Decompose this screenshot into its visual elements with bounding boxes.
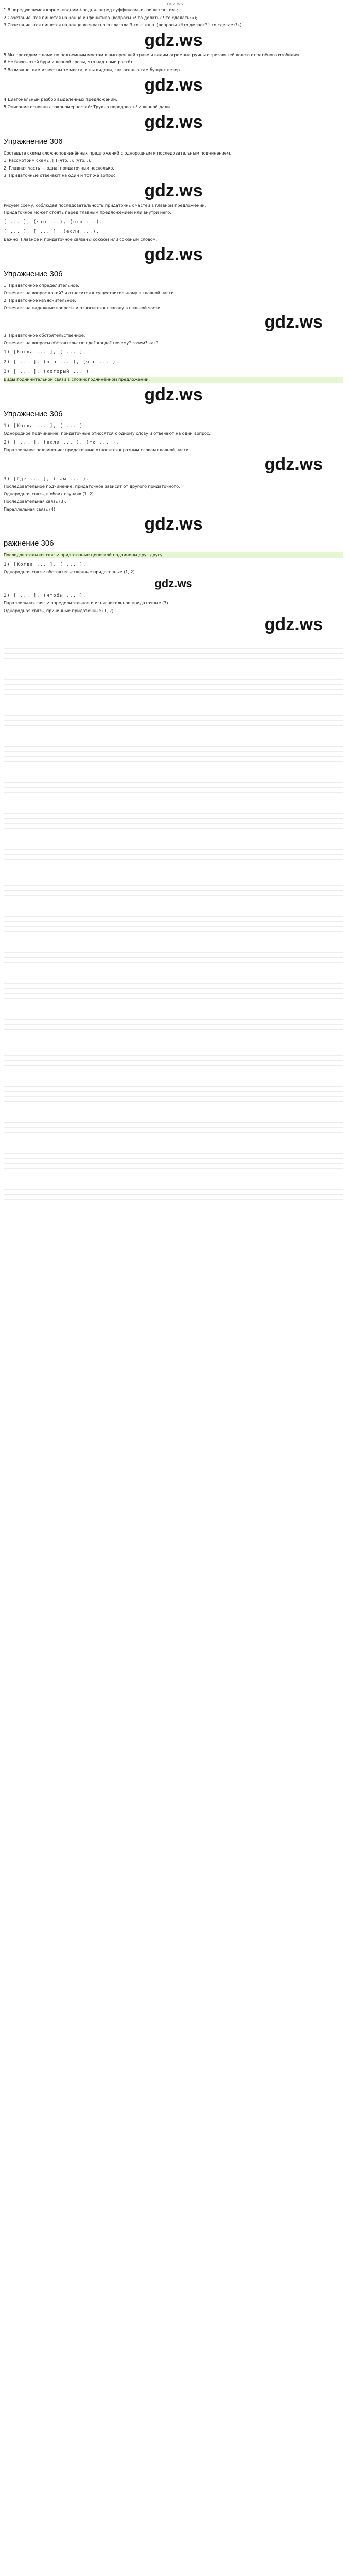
text-continuation — [4, 638, 343, 1205]
paragraph: Параллельное подчинение: придаточные относятся к разным словам главной части. — [4, 448, 190, 453]
watermark: gdz.ws — [264, 312, 323, 332]
paragraph: Отвечает на вопросы обстоятельств: где? когда? почему? зачем? как? — [4, 341, 159, 346]
paragraph: Параллельная связь (4). — [4, 506, 57, 512]
watermark: gdz.ws — [144, 75, 203, 95]
paragraph: 3. Придаточное обстоятельственное: — [4, 333, 85, 338]
sentence-scheme: 2) [ ... ], (что ... ), (что ... ). — [4, 360, 119, 365]
paragraph: Рисуем схему, соблюдая последовательность придаточных частей в главном предложении. — [4, 202, 206, 208]
paragraph: Последовательная связь (3). — [4, 499, 66, 504]
exercise-heading: Упражнение 306 — [4, 409, 63, 418]
section-4 — [4, 409, 343, 533]
paragraph: 6.Не боюсь этой бури и вечной грозы, что над нами растёт. — [4, 60, 134, 65]
watermark: gdz.ws — [264, 615, 323, 635]
watermark: gdz.ws — [144, 514, 203, 534]
sentence-scheme: 1) [Когда ... ], ( ... ). — [4, 423, 86, 429]
watermark: gdz.ws — [264, 454, 323, 474]
paragraph: 2.Сочетание -тся пишется на конце инфинитива (вопросы «Что делать? Что сделать?»); — [4, 15, 198, 20]
paragraph: 1.В чередующемся корне -подним-/-подня- перед суффиксом -и- пишется - им-; — [4, 8, 178, 12]
paragraph: 7.Возможно, вам известны те места, и вы видели, как осенью там бушует ветер. — [4, 67, 181, 72]
exercise-heading: Упражнение 306 — [4, 137, 63, 146]
paragraph: Однородное подчинение: придаточные относятся к одному слову и отвечают на один вопрос. — [4, 431, 211, 436]
watermark: gdz.ws — [144, 30, 203, 50]
paragraph: Последовательная связь: придаточные цепочкой подчинены друг другу. — [4, 552, 343, 558]
paragraph: Параллельная связь: определительное и изъяснительное придаточные (3). — [4, 601, 169, 606]
exercise-heading: ражнение 306 — [4, 539, 54, 548]
sentence-scheme: 1) [Когда ... ], ( ... ). — [4, 562, 86, 567]
paragraph: 2. Главная часть — одна, придаточных несколько. — [4, 165, 114, 171]
section-3 — [4, 268, 343, 403]
sentence-scheme: [ ... ], (что ...), (что ...). — [4, 219, 103, 225]
paragraph: Отвечает на вопрос какой? и относится к существительному в главной части. — [4, 291, 175, 296]
watermark: gdz.ws — [144, 112, 203, 132]
paragraph: Однородная связь, в обоих случаях (1, 2). — [4, 492, 95, 497]
sentence-scheme: 2) [ ... ], (чтобы ... ). — [4, 593, 86, 599]
paragraph: Отвечает на падежные вопросы и относится к глаголу в главной части. — [4, 306, 162, 311]
watermark: gdz.ws — [144, 384, 203, 404]
paragraph: Однородная связь: обстоятельственные придаточные (1, 2). — [4, 569, 136, 574]
paragraph: Последовательное подчинение: придаточное зависит от другого придаточного. — [4, 484, 180, 489]
paragraph: 5.Описание основных закономерностей: Трудно передавать! и вечной дали. — [4, 105, 171, 110]
sentence-scheme: 2) [ ... ], (если ... ), (то ... ). — [4, 440, 119, 446]
paragraph: 3.Сочетание -тся пишется на конце возвратного глагола 3-го л. ед.ч. (вопросы «Что делает? Что сделает?»). — [4, 23, 243, 28]
paragraph: Однородная связь, причинные придаточные (1, 2). — [4, 608, 115, 613]
sentence-scheme: 3) [Где ... ], (там ... ). — [4, 476, 90, 482]
paragraph: 1. Рассмотрим схемы: [ ] (что...), (что...). — [4, 158, 92, 163]
watermark: gdz.ws — [144, 244, 203, 264]
paragraph: Важно! Главное и придаточное связаны союзом или союзным словом. — [4, 237, 157, 242]
site-label: gdz.ws — [167, 2, 183, 7]
paragraph: 4.Диагональный разбор выделенных предложений. — [4, 97, 117, 102]
section-1 — [4, 7, 343, 131]
exercise-heading: Упражнение 306 — [4, 269, 63, 278]
paragraph: Придаточное может стоять перед главным предложением или внутри него. — [4, 210, 171, 215]
paragraph: 1. Придаточное определительное: — [4, 283, 79, 288]
watermark: gdz.ws — [154, 577, 192, 590]
paragraph: 5.Мы проходим с вами по подъемным мостам в выгоревшей траве и видим огромные руины отрезающей водою от зелёного изобилия. — [4, 52, 300, 57]
section-2 — [4, 136, 343, 263]
paragraph: Виды подчинительной связи в сложноподчинённом предложении. — [4, 377, 343, 383]
sentence-scheme: 1) [Когда ... ], ( ... ). — [4, 350, 86, 355]
exercise-content — [4, 7, 343, 1205]
paragraph: 3. Придаточные отвечают на один и тот же вопрос. — [4, 173, 117, 178]
watermark: gdz.ws — [144, 180, 203, 200]
section-5 — [4, 538, 343, 633]
sentence-scheme: 3) [ ... ], (который ... ). — [4, 369, 93, 375]
paragraph: 2. Придаточное изъяснительное: — [4, 298, 76, 303]
sentence-scheme: ( ... ), [ ... ], (если ...). — [4, 229, 100, 235]
paragraph: Составьте схемы сложноподчинённых предложений с однородным и последовательным подчинением. — [4, 150, 232, 156]
